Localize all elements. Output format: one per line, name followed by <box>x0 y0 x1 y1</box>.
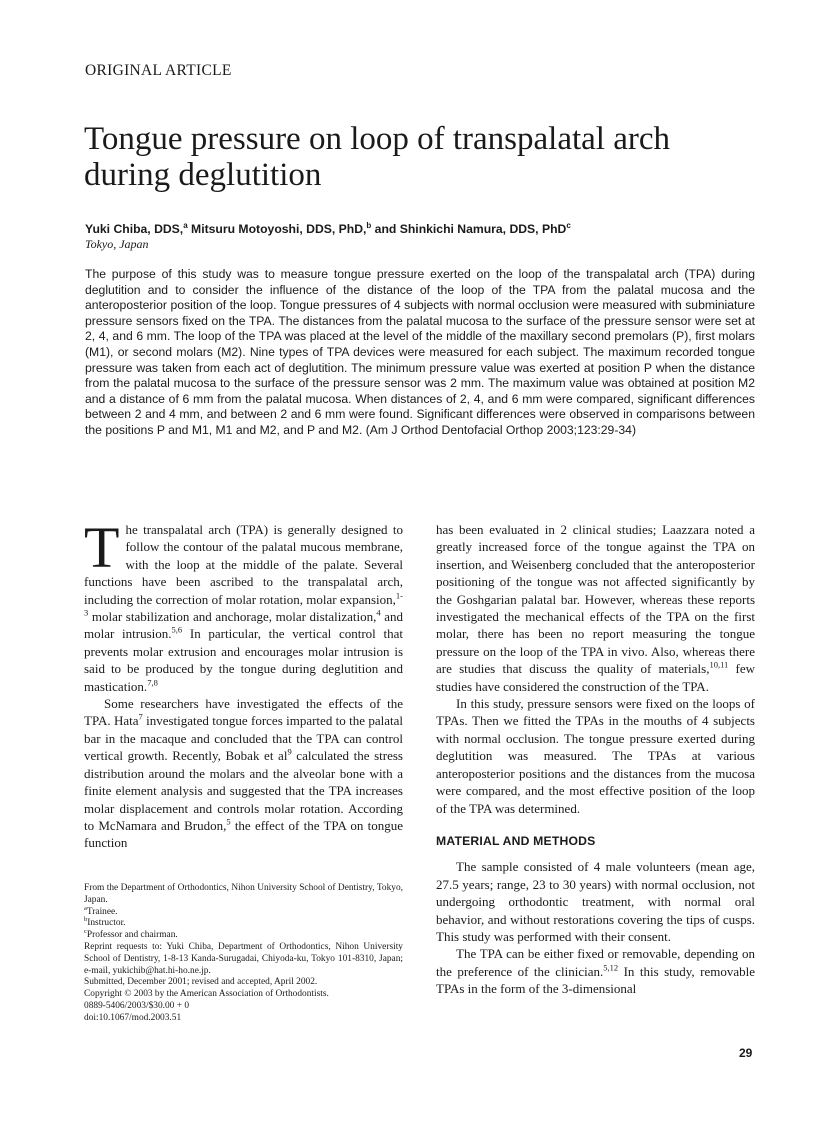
section-label: ORIGINAL ARTICLE <box>85 62 232 79</box>
body-paragraph <box>84 515 403 695</box>
body-text: investigated tongue forces imparted to the palatal bar in the macaque and concluded that the TPA can control vertical growth. Recently, Bobak et al <box>84 713 403 764</box>
author-name: Mitsuru Motoyoshi, DDS, PhD, <box>187 222 367 237</box>
citation: 7,8 <box>147 677 158 688</box>
abstract: The purpose of this study was to measure tongue pressure exerted on the loop of the transpalatal arch (TPA) during deglutition and to consider the influence of the distance of the loop of the TPA from the palatal mucosa and the anteroposterior position of the loop. Tongue pressures of 4 subjects with normal occlusion were measured with subminiature pressure sensors fixed on the TPA. The distances from the palatal mucosa to the surface of the pressure sensor were set at 2, 4, and 6 mm. The loop of the TPA was placed at the level of the middle of the maxillary second premolars (P), first molars (M1), or second molars (M2). Nine types of TPA devices were measured for each subject. The maximum recorded tongue pressure was taken from each act of deglutition. The minimum pressure value was exerted at position P when the distance from the palatal mucosa to the surface of the pressure sensor was 2 mm. The maximum value was obtained at position M2 and a distance of 6 mm from the palatal mucosa. When distances of 2, 4, and 6 mm were compared, significant differences between 2 and 4 mm, and between 2 and 6 mm were found. Significant differences were observed in comparisons between the positions P and M1, M1 and M2, and P and M2. (Am J Orthod Dentofacial Orthop 2003;123:29-34) <box>85 267 755 437</box>
body-column-left <box>84 515 403 852</box>
footnote-affiliation <box>84 918 403 930</box>
affiliation-mark: b <box>366 221 372 230</box>
affiliation-mark: b <box>84 916 88 924</box>
section-heading: MATERIAL AND METHODS <box>436 833 596 848</box>
author-location: Tokyo, Japan <box>85 237 149 251</box>
drop-cap: T <box>84 515 120 580</box>
citation: 7 <box>138 712 143 723</box>
body-text: In this study, removable TPAs in the form of the 3-dimensional <box>436 963 755 997</box>
article-title: Tongue pressure on loop of transpalatal arch during deglutition <box>84 121 670 193</box>
affiliation-mark: c <box>84 928 87 936</box>
footnote-reprint: Reprint requests to: Yuki Chiba, Department of Orthodontics, Nihon University School of Dentistry, 1-8-13 Kanda-Surugadai, Chiyoda-ku, Tokyo 101-8310, Japan; e-mail, yukichib@hat.hi-ho.ne.jp. <box>84 941 403 976</box>
citation: 5,6 <box>171 625 183 636</box>
affiliation-mark: a <box>84 904 87 912</box>
citation: 1-3 <box>84 590 403 618</box>
affiliation-mark: a <box>183 221 188 230</box>
body-paragraph: In this study, pressure sensors were fixed on the loops of TPAs. Then we fitted the TPAs in the mouths of 4 subjects with normal occlusion. The tongue pressure exerted during deglutition was measured. The TPAs at various anteroposterior positions and the distances from the mucosa were compared, and the most effective position of the loop of the TPA was determined. <box>436 696 755 816</box>
author-name: Yuki Chiba, DDS, <box>85 222 184 237</box>
body-text: In particular, the vertical control that prevents molar extrusion and encourages molar intrusion is said to be produced by the tongue during deglutition and mastication. <box>84 626 403 694</box>
footnote-text: Professor and chairman. <box>86 930 178 941</box>
footnote-issn: 0889-5406/2003/$30.00 + 0 <box>84 1000 190 1011</box>
citation: 4 <box>376 607 381 618</box>
page-number: 29 <box>739 1046 753 1060</box>
affiliation-mark: c <box>566 221 571 230</box>
body-text: the effect of the TPA on tongue function <box>84 817 403 851</box>
footnote-department: From the Department of Orthodontics, Nihon University School of Dentistry, Tokyo, Japan. <box>84 883 403 905</box>
footnote-doi: doi:10.1067/mod.2003.51 <box>84 1012 182 1023</box>
footnotes <box>84 883 403 1025</box>
footnote-text: Trainee. <box>86 906 118 917</box>
citation: 10,11 <box>709 659 729 670</box>
footnote-submitted: Submitted, December 2001; revised and accepted, April 2002. <box>84 977 318 988</box>
body-paragraph <box>436 521 755 695</box>
citation: 9 <box>287 746 292 757</box>
body-text: has been evaluated in 2 clinical studies; Laazzara noted a greatly increased force of the tongue against the TPA on insertion, and Weisenberg concluded that the anteroposterior positioning of the tongue was not affected significantly by the Goshgarian palatal bar. However, whereas these reports investigated the mechanical effects of the TPA on the first molar, there has been no report measuring the tongue pressure on the loop of the TPA in vivo. Also, whereas there are studies that discuss the quality of materials, <box>436 522 755 677</box>
footnote-affiliation <box>84 904 403 919</box>
body-paragraph <box>436 945 755 997</box>
body-text: Some researchers have investigated the effects of the TPA. Hata <box>84 696 403 729</box>
author-list <box>85 221 571 236</box>
body-paragraph: The sample consisted of 4 male volunteers (mean age, 27.5 years; range, 23 to 30 years) with normal occlusion, not undergoing orthodontic treatment, with normal oral behavior, and without restorations covering the tips of cusps. This study was performed with their consent. <box>436 859 755 944</box>
citation: 5 <box>226 816 231 827</box>
body-text: calculated the stress distribution around the molars and the alveolar bone with a finite element analysis and suggested that the TPA increases molar displacement and controls molar rotation. According to McNamara and Brudon, <box>84 748 403 833</box>
footnote-affiliation <box>84 930 403 942</box>
body-text: few studies have considered the construction of the TPA. <box>436 661 755 694</box>
author-name: and Shinkichi Namura, DDS, PhD <box>371 222 567 237</box>
footnote-copyright: Copyright © 2003 by the American Association of Orthodontists. <box>84 989 329 1000</box>
body-text: he transpalatal arch (TPA) is generally designed to follow the contour of the palatal mucous membrane, with the loop at the middle of the palate. Several functions have been ascribed to the transpalatal arch, including the correction of molar rotation, molar expansion, <box>84 522 403 607</box>
body-text: The TPA can be either fixed or removable, depending on the preference of the clinician. <box>436 946 755 979</box>
body-column-right <box>436 521 755 998</box>
footnote-text: Instructor. <box>87 918 126 929</box>
body-text: molar stabilization and anchorage, molar distalization, <box>88 609 377 625</box>
body-text: and molar intrusion. <box>84 609 403 642</box>
citation: 5,12 <box>603 962 619 973</box>
body-paragraph <box>84 695 403 852</box>
